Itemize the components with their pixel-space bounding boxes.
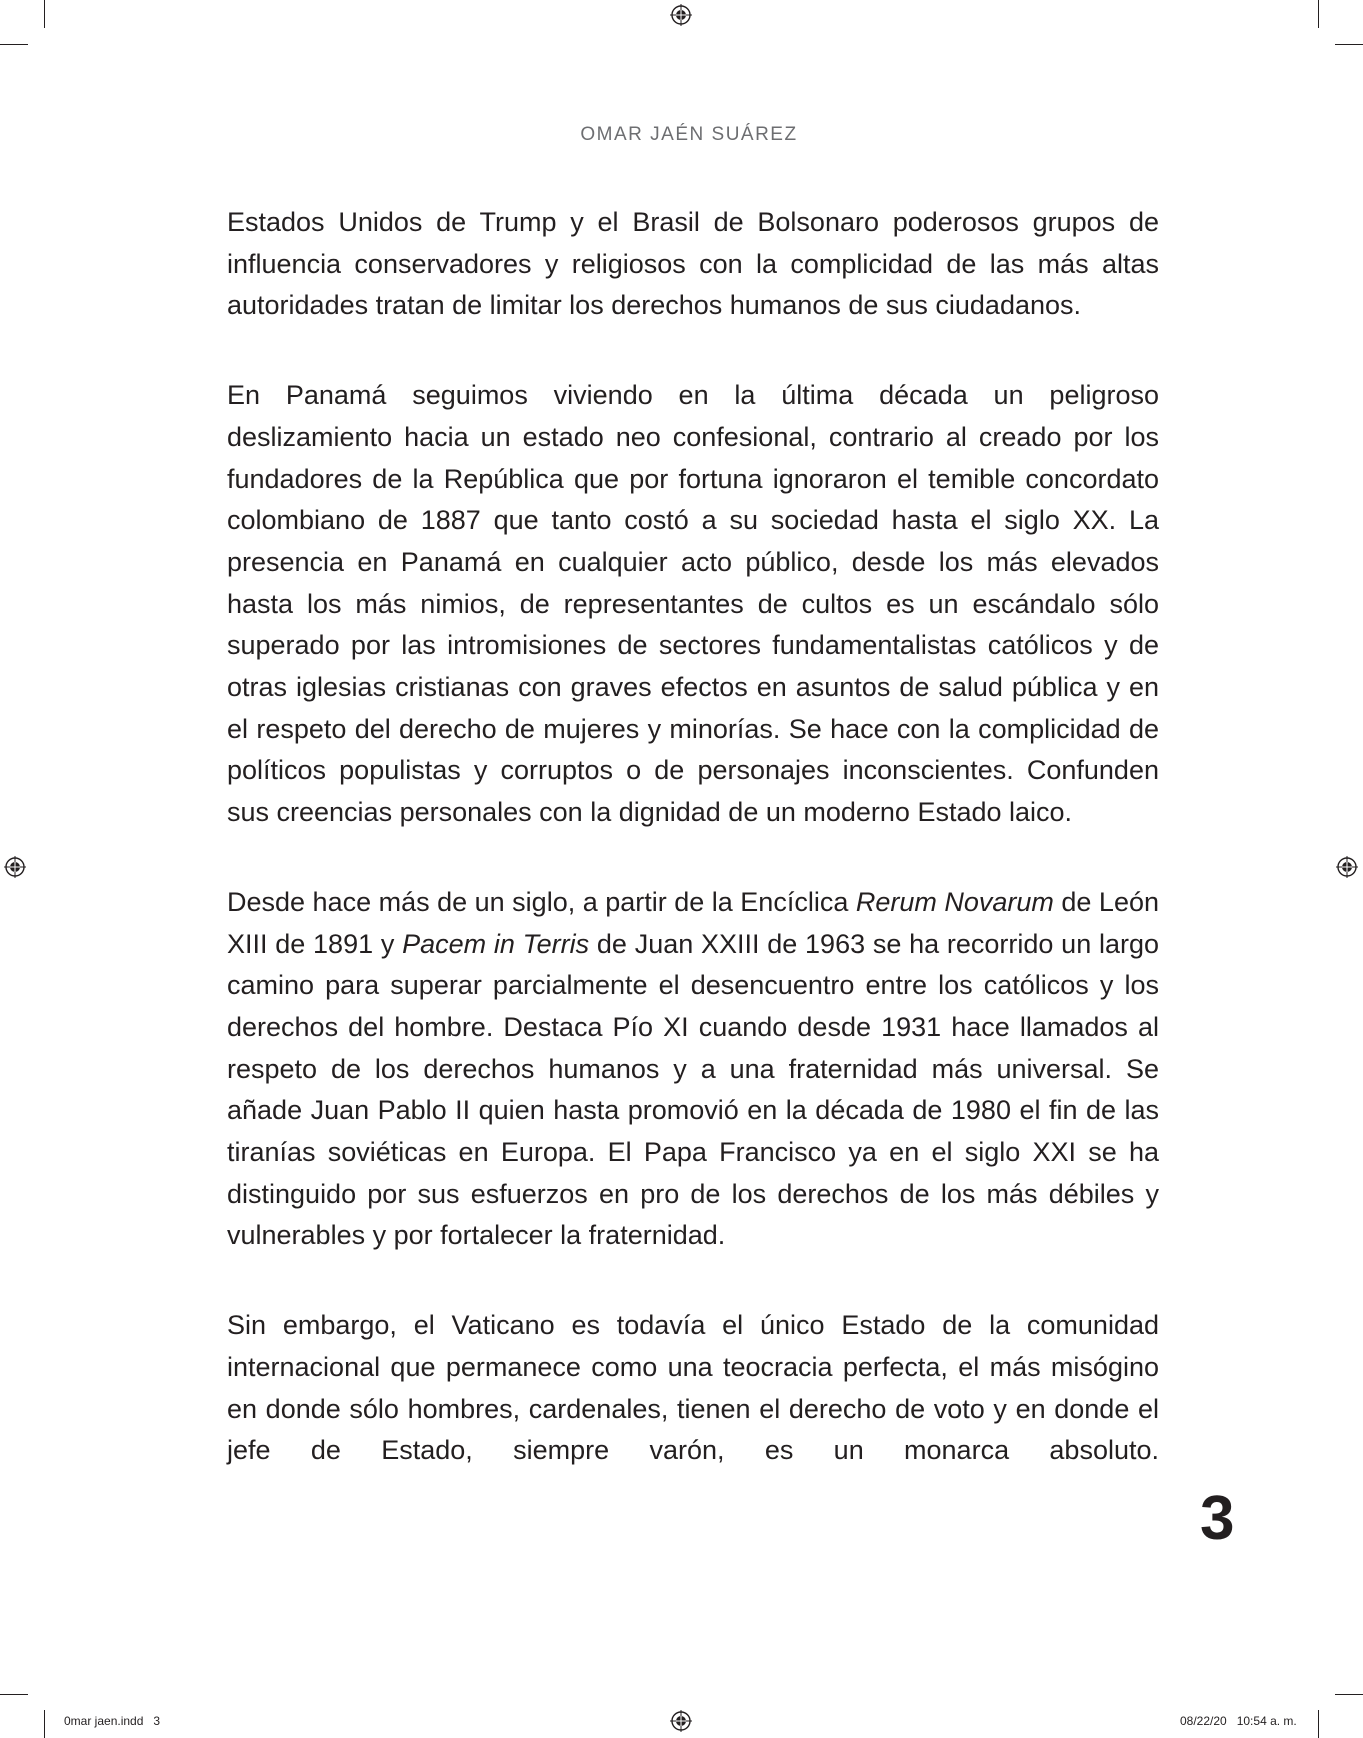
crop-mark-top-left-h xyxy=(0,44,28,45)
paragraph-3-text-a: Desde hace más de un siglo, a partir de la Encíclica xyxy=(227,886,856,917)
title-rerum-novarum: Rerum Novarum xyxy=(855,886,1054,917)
paragraph-3 xyxy=(227,882,1159,1257)
slug-file-name: 0mar jaen.indd 3 xyxy=(64,1714,161,1728)
slug-timestamp: 08/22/20 10:54 a. m. xyxy=(1180,1714,1297,1728)
paragraph-4: Sin embargo, el Vaticano es todavía el único Estado de la comunidad internacional que permanece como una teocracia perfecta, el más misógino en donde sólo hombres, cardenales, tienen el derecho de voto y en donde el jefe de Estado, siempre varón, es un monarca absoluto. xyxy=(227,1310,1159,1466)
body-text xyxy=(227,202,1159,1472)
registration-mark-icon xyxy=(4,856,26,878)
crop-mark-bottom-left-h xyxy=(0,1694,28,1695)
registration-mark-icon xyxy=(1336,856,1358,878)
crop-mark-top-right xyxy=(1318,0,1319,28)
crop-mark-top-left xyxy=(44,0,45,28)
crop-mark-top-right-h xyxy=(1335,44,1363,45)
crop-mark-bottom-right xyxy=(1318,1710,1319,1738)
paragraph-1: Estados Unidos de Trump y el Brasil de Bolsonaro poderosos grupos de influencia conservadores y religiosos con la complicidad de las más altas autoridades tratan de limitar los derechos humanos de sus ciudadanos. xyxy=(227,207,1159,321)
paragraph-3-text-c: de León XIII de 1891 y xyxy=(227,886,1159,959)
crop-mark-bottom-left xyxy=(44,1710,45,1738)
title-pacem-in-terris: Pacem in Terris xyxy=(402,928,590,959)
paragraph-3-text-e: de Juan XXIII de 1963 se ha recorrido un largo camino para superar parcialmente el desencuentro entre los católicos y los derechos del hombre. Destaca Pío XI cuando desde 1931 hace llamados al respeto de los derechos humanos y a una fraternidad más universal. Se añade Juan Pablo II quien hasta promovió en la década de 1980 el fin de las tiranías soviéticas en Europa. El Papa Francisco ya en el siglo XXI se ha distinguido por sus esfuerzos en pro de los derechos de los más débiles y vulnerables y por fortalecer la fraternidad. xyxy=(227,928,1160,1251)
crop-mark-bottom-right-h xyxy=(1335,1694,1363,1695)
running-head: OMAR JAÉN SUÁREZ xyxy=(580,124,798,145)
paragraph-2: En Panamá seguimos viviendo en la última década un peligroso deslizamiento hacia un estado neo confesional, contrario al creado por los fundadores de la República que por fortuna ignoraron el temible concordato colombiano de 1887 que tanto costó a su sociedad hasta el siglo XX. La presencia en Panamá en cualquier acto público, desde los más elevados hasta los más nimios, de representantes de cultos es un escándalo sólo superado por las intromisiones de sectores fundamentalistas católicos y de otras iglesias cristianas con graves efectos en asuntos de salud pública y en el respeto del derecho de mujeres y minorías. Se hace con la complicidad de políticos populistas y corruptos o de personajes inconscientes. Confunden sus creencias personales con la dignidad de un moderno Estado laico. xyxy=(227,380,1159,828)
page-number: 3 xyxy=(1200,1484,1235,1553)
registration-mark-icon xyxy=(670,1710,692,1732)
registration-mark-icon xyxy=(670,4,692,26)
